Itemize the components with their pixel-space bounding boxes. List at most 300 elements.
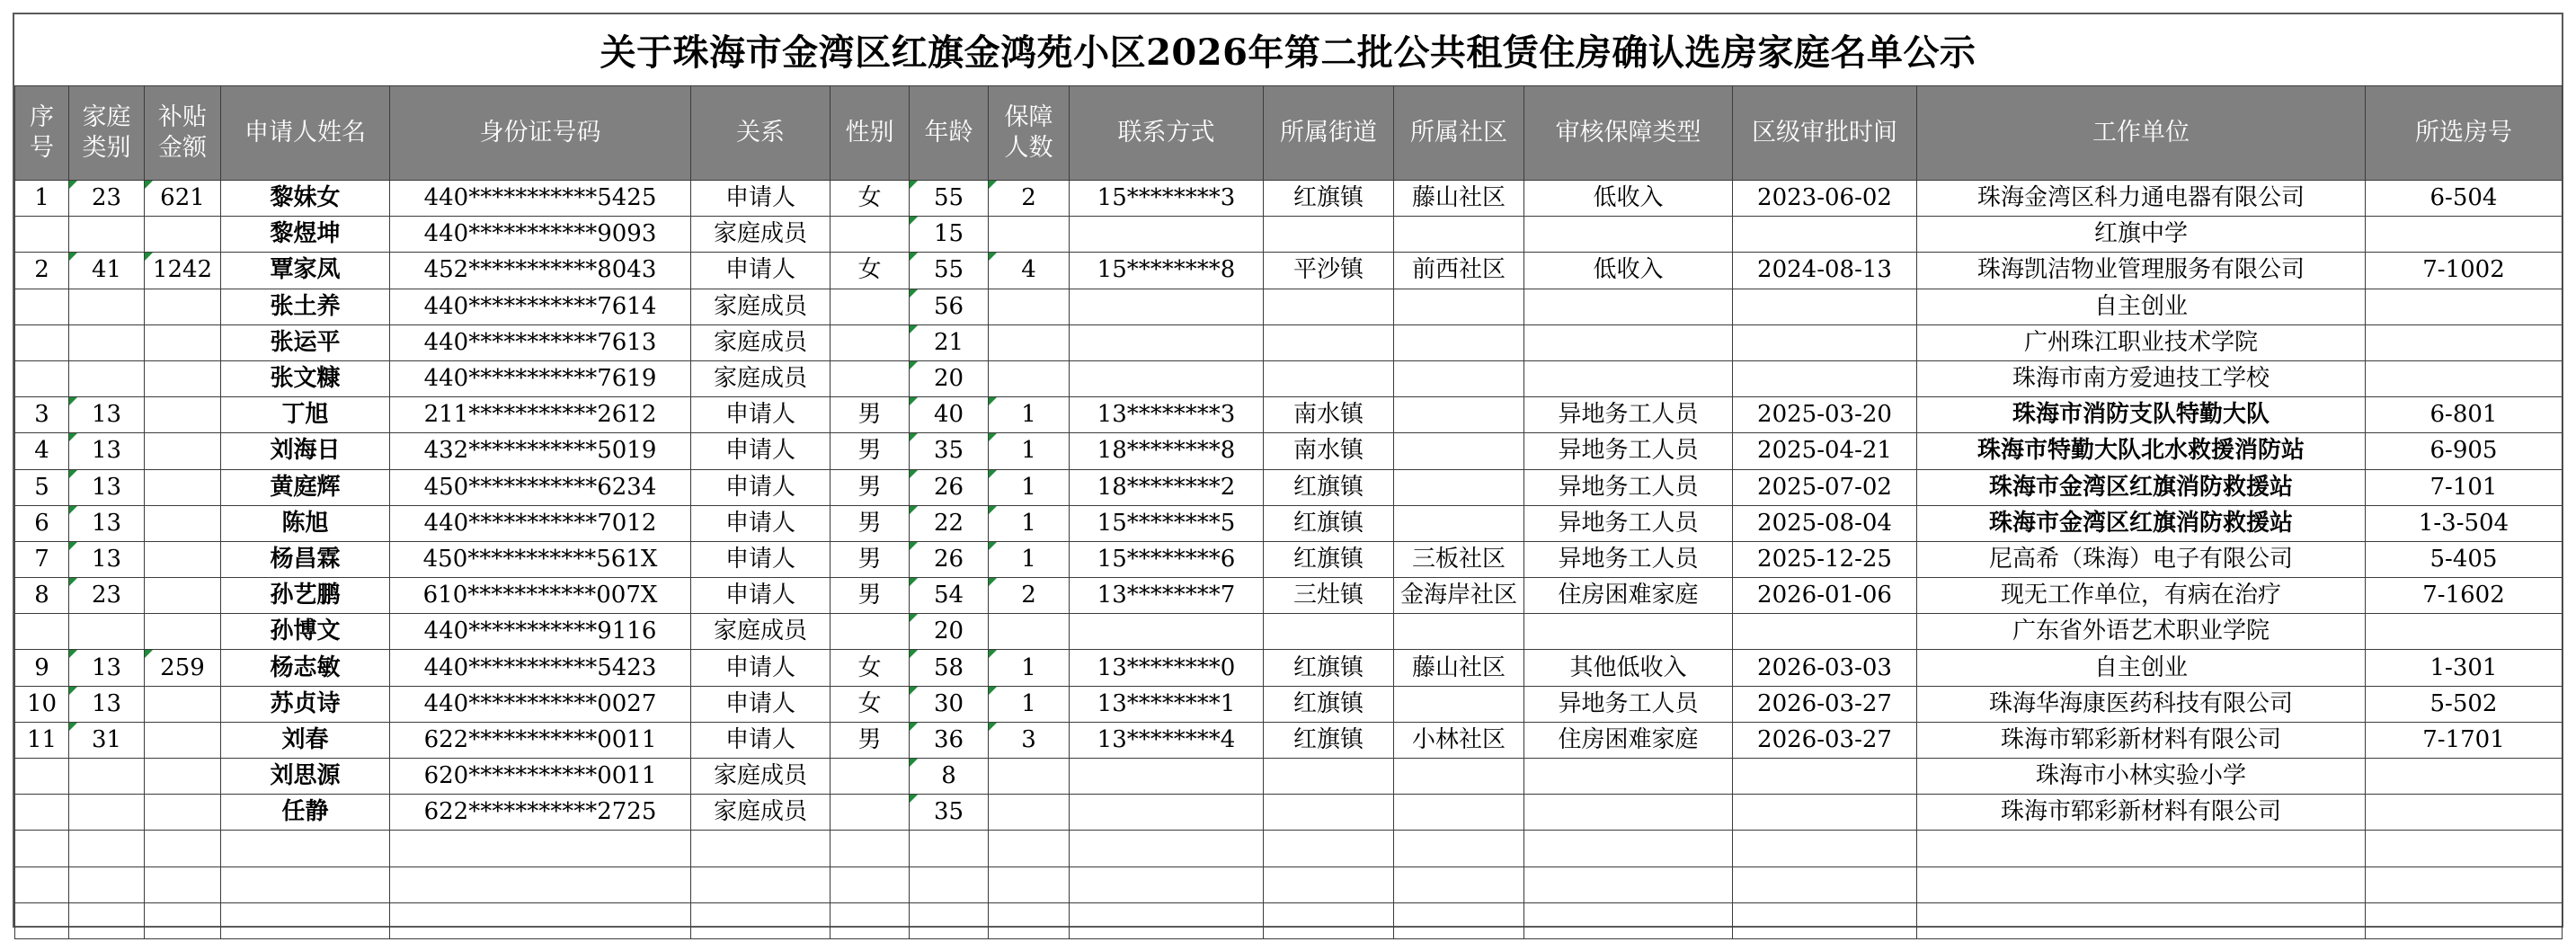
cell-community[interactable] bbox=[1394, 686, 1524, 722]
cell-room[interactable] bbox=[2366, 289, 2563, 324]
cell-type[interactable] bbox=[1524, 614, 1733, 650]
cell-relation[interactable]: 申请人 bbox=[691, 433, 831, 469]
cell-phone[interactable] bbox=[1070, 217, 1264, 253]
cell-id[interactable]: 440***********7614 bbox=[390, 289, 691, 324]
cell-room[interactable]: 6-905 bbox=[2366, 433, 2563, 469]
cell-date[interactable]: 2025-04-21 bbox=[1733, 433, 1917, 469]
cell-name[interactable]: 杨志敏 bbox=[221, 650, 390, 686]
cell-date[interactable] bbox=[1733, 360, 1917, 396]
cell-id[interactable]: 440***********0027 bbox=[390, 686, 691, 722]
cell-phone[interactable]: 13********0 bbox=[1070, 650, 1264, 686]
cell-street[interactable] bbox=[1264, 289, 1394, 324]
cell-community[interactable] bbox=[1394, 397, 1524, 433]
cell-id[interactable]: 450***********561X bbox=[390, 541, 691, 577]
cell-id[interactable]: 440***********7012 bbox=[390, 505, 691, 541]
cell-room[interactable] bbox=[2366, 759, 2563, 795]
cell-subsidy[interactable] bbox=[145, 505, 221, 541]
cell-subsidy[interactable] bbox=[145, 397, 221, 433]
cell-age[interactable]: 22 bbox=[910, 505, 989, 541]
cell-type[interactable]: 低收入 bbox=[1524, 253, 1733, 289]
cell-gender[interactable] bbox=[831, 795, 910, 831]
cell-phone[interactable] bbox=[1070, 866, 1264, 902]
cell-count[interactable]: 1 bbox=[989, 541, 1070, 577]
cell-work[interactable]: 珠海市郓彩新材料有限公司 bbox=[1917, 722, 2366, 758]
cell-category[interactable] bbox=[69, 217, 145, 253]
cell-age[interactable]: 8 bbox=[910, 759, 989, 795]
cell-subsidy[interactable] bbox=[145, 902, 221, 938]
cell-room[interactable]: 7-1602 bbox=[2366, 578, 2563, 614]
cell-count[interactable] bbox=[989, 217, 1070, 253]
cell-street[interactable]: 三灶镇 bbox=[1264, 578, 1394, 614]
cell-seq[interactable]: 7 bbox=[15, 541, 69, 577]
cell-phone[interactable] bbox=[1070, 902, 1264, 938]
cell-relation[interactable]: 申请人 bbox=[691, 686, 831, 722]
cell-count[interactable] bbox=[989, 614, 1070, 650]
cell-room[interactable]: 7-1701 bbox=[2366, 722, 2563, 758]
cell-subsidy[interactable] bbox=[145, 289, 221, 324]
cell-id[interactable]: 620***********0011 bbox=[390, 759, 691, 795]
cell-street[interactable]: 南水镇 bbox=[1264, 397, 1394, 433]
cell-id[interactable]: 440***********7619 bbox=[390, 360, 691, 396]
cell-age[interactable]: 40 bbox=[910, 397, 989, 433]
cell-subsidy[interactable] bbox=[145, 614, 221, 650]
cell-room[interactable] bbox=[2366, 360, 2563, 396]
cell-category[interactable] bbox=[69, 324, 145, 360]
cell-community[interactable] bbox=[1394, 795, 1524, 831]
cell-work[interactable]: 现无工作单位，有病在治疗 bbox=[1917, 578, 2366, 614]
cell-street[interactable] bbox=[1264, 759, 1394, 795]
cell-community[interactable]: 藤山社区 bbox=[1394, 650, 1524, 686]
cell-gender[interactable]: 女 bbox=[831, 686, 910, 722]
cell-phone[interactable] bbox=[1070, 324, 1264, 360]
cell-phone[interactable]: 15********5 bbox=[1070, 505, 1264, 541]
cell-date[interactable] bbox=[1733, 866, 1917, 902]
cell-work[interactable]: 珠海市小林实验小学 bbox=[1917, 759, 2366, 795]
cell-id[interactable]: 610***********007X bbox=[390, 578, 691, 614]
cell-relation[interactable]: 申请人 bbox=[691, 253, 831, 289]
cell-count[interactable]: 1 bbox=[989, 650, 1070, 686]
cell-name[interactable]: 刘海日 bbox=[221, 433, 390, 469]
cell-seq[interactable]: 9 bbox=[15, 650, 69, 686]
cell-gender[interactable]: 男 bbox=[831, 433, 910, 469]
cell-category[interactable]: 13 bbox=[69, 469, 145, 505]
cell-count[interactable]: 1 bbox=[989, 686, 1070, 722]
cell-id[interactable]: 440***********9093 bbox=[390, 217, 691, 253]
cell-relation[interactable]: 家庭成员 bbox=[691, 795, 831, 831]
cell-age[interactable]: 15 bbox=[910, 217, 989, 253]
cell-category[interactable] bbox=[69, 831, 145, 866]
cell-work[interactable]: 珠海市金湾区红旗消防救援站 bbox=[1917, 505, 2366, 541]
cell-subsidy[interactable]: 1242 bbox=[145, 253, 221, 289]
cell-gender[interactable] bbox=[831, 289, 910, 324]
cell-type[interactable]: 住房困难家庭 bbox=[1524, 722, 1733, 758]
cell-phone[interactable]: 13********7 bbox=[1070, 578, 1264, 614]
cell-date[interactable] bbox=[1733, 902, 1917, 938]
cell-name[interactable]: 丁旭 bbox=[221, 397, 390, 433]
cell-type[interactable] bbox=[1524, 217, 1733, 253]
cell-seq[interactable] bbox=[15, 289, 69, 324]
cell-gender[interactable]: 男 bbox=[831, 505, 910, 541]
cell-age[interactable]: 54 bbox=[910, 578, 989, 614]
cell-street[interactable] bbox=[1264, 324, 1394, 360]
cell-category[interactable]: 13 bbox=[69, 397, 145, 433]
cell-gender[interactable] bbox=[831, 217, 910, 253]
cell-subsidy[interactable]: 259 bbox=[145, 650, 221, 686]
cell-room[interactable] bbox=[2366, 795, 2563, 831]
cell-seq[interactable] bbox=[15, 217, 69, 253]
cell-street[interactable] bbox=[1264, 360, 1394, 396]
cell-type[interactable] bbox=[1524, 902, 1733, 938]
cell-work[interactable]: 珠海市金湾区红旗消防救援站 bbox=[1917, 469, 2366, 505]
cell-street[interactable]: 红旗镇 bbox=[1264, 541, 1394, 577]
cell-community[interactable] bbox=[1394, 759, 1524, 795]
cell-seq[interactable] bbox=[15, 902, 69, 938]
cell-date[interactable] bbox=[1733, 217, 1917, 253]
cell-category[interactable]: 13 bbox=[69, 650, 145, 686]
cell-phone[interactable] bbox=[1070, 360, 1264, 396]
cell-phone[interactable]: 13********4 bbox=[1070, 722, 1264, 758]
cell-age[interactable]: 30 bbox=[910, 686, 989, 722]
cell-id[interactable]: 440***********5423 bbox=[390, 650, 691, 686]
cell-street[interactable]: 红旗镇 bbox=[1264, 650, 1394, 686]
cell-gender[interactable] bbox=[831, 360, 910, 396]
cell-age[interactable]: 20 bbox=[910, 614, 989, 650]
cell-age[interactable]: 26 bbox=[910, 469, 989, 505]
cell-seq[interactable]: 4 bbox=[15, 433, 69, 469]
cell-work[interactable]: 自主创业 bbox=[1917, 289, 2366, 324]
cell-type[interactable]: 低收入 bbox=[1524, 181, 1733, 217]
cell-category[interactable] bbox=[69, 614, 145, 650]
cell-count[interactable] bbox=[989, 360, 1070, 396]
cell-date[interactable]: 2025-07-02 bbox=[1733, 469, 1917, 505]
cell-subsidy[interactable] bbox=[145, 360, 221, 396]
cell-subsidy[interactable] bbox=[145, 795, 221, 831]
cell-room[interactable]: 5-502 bbox=[2366, 686, 2563, 722]
cell-phone[interactable] bbox=[1070, 831, 1264, 866]
cell-relation[interactable]: 家庭成员 bbox=[691, 614, 831, 650]
cell-room[interactable] bbox=[2366, 866, 2563, 902]
cell-relation[interactable]: 家庭成员 bbox=[691, 217, 831, 253]
cell-count[interactable]: 2 bbox=[989, 578, 1070, 614]
cell-count[interactable]: 3 bbox=[989, 722, 1070, 758]
cell-seq[interactable]: 1 bbox=[15, 181, 69, 217]
cell-community[interactable] bbox=[1394, 866, 1524, 902]
cell-name[interactable]: 苏贞诗 bbox=[221, 686, 390, 722]
cell-id[interactable]: 622***********2725 bbox=[390, 795, 691, 831]
cell-name[interactable]: 张文糠 bbox=[221, 360, 390, 396]
cell-type[interactable] bbox=[1524, 324, 1733, 360]
cell-phone[interactable] bbox=[1070, 759, 1264, 795]
cell-age[interactable]: 35 bbox=[910, 795, 989, 831]
cell-age[interactable]: 56 bbox=[910, 289, 989, 324]
cell-date[interactable] bbox=[1733, 831, 1917, 866]
cell-date[interactable] bbox=[1733, 324, 1917, 360]
cell-category[interactable] bbox=[69, 902, 145, 938]
cell-type[interactable]: 异地务工人员 bbox=[1524, 469, 1733, 505]
cell-phone[interactable]: 13********3 bbox=[1070, 397, 1264, 433]
cell-category[interactable]: 23 bbox=[69, 181, 145, 217]
cell-subsidy[interactable] bbox=[145, 686, 221, 722]
cell-name[interactable]: 张运平 bbox=[221, 324, 390, 360]
cell-relation[interactable]: 家庭成员 bbox=[691, 759, 831, 795]
cell-date[interactable]: 2025-12-25 bbox=[1733, 541, 1917, 577]
cell-gender[interactable]: 男 bbox=[831, 397, 910, 433]
cell-room[interactable] bbox=[2366, 902, 2563, 938]
cell-room[interactable]: 1-3-504 bbox=[2366, 505, 2563, 541]
cell-phone[interactable] bbox=[1070, 614, 1264, 650]
cell-work[interactable] bbox=[1917, 902, 2366, 938]
cell-name[interactable]: 孙博文 bbox=[221, 614, 390, 650]
cell-seq[interactable]: 11 bbox=[15, 722, 69, 758]
cell-name[interactable]: 覃家凤 bbox=[221, 253, 390, 289]
cell-work[interactable]: 珠海市消防支队特勤大队 bbox=[1917, 397, 2366, 433]
cell-name[interactable]: 孙艺鹏 bbox=[221, 578, 390, 614]
cell-count[interactable] bbox=[989, 759, 1070, 795]
cell-seq[interactable] bbox=[15, 795, 69, 831]
cell-work[interactable]: 珠海市南方爱迪技工学校 bbox=[1917, 360, 2366, 396]
cell-name[interactable]: 黎煜坤 bbox=[221, 217, 390, 253]
cell-type[interactable]: 住房困难家庭 bbox=[1524, 578, 1733, 614]
cell-age[interactable]: 55 bbox=[910, 181, 989, 217]
cell-count[interactable] bbox=[989, 289, 1070, 324]
cell-name[interactable]: 任静 bbox=[221, 795, 390, 831]
cell-gender[interactable]: 男 bbox=[831, 469, 910, 505]
cell-name[interactable]: 黄庭辉 bbox=[221, 469, 390, 505]
cell-room[interactable]: 6-504 bbox=[2366, 181, 2563, 217]
cell-id[interactable]: 432***********5019 bbox=[390, 433, 691, 469]
cell-work[interactable]: 珠海金湾区科力通电器有限公司 bbox=[1917, 181, 2366, 217]
cell-type[interactable]: 异地务工人员 bbox=[1524, 541, 1733, 577]
cell-room[interactable] bbox=[2366, 217, 2563, 253]
cell-street[interactable] bbox=[1264, 866, 1394, 902]
cell-count[interactable]: 4 bbox=[989, 253, 1070, 289]
cell-street[interactable]: 红旗镇 bbox=[1264, 722, 1394, 758]
cell-community[interactable]: 前西社区 bbox=[1394, 253, 1524, 289]
cell-id[interactable]: 452***********8043 bbox=[390, 253, 691, 289]
cell-relation[interactable]: 申请人 bbox=[691, 181, 831, 217]
cell-name[interactable] bbox=[221, 902, 390, 938]
cell-community[interactable] bbox=[1394, 289, 1524, 324]
cell-gender[interactable] bbox=[831, 324, 910, 360]
cell-community[interactable] bbox=[1394, 505, 1524, 541]
cell-gender[interactable]: 男 bbox=[831, 541, 910, 577]
cell-seq[interactable]: 6 bbox=[15, 505, 69, 541]
cell-work[interactable]: 珠海市特勤大队北水救援消防站 bbox=[1917, 433, 2366, 469]
cell-type[interactable] bbox=[1524, 795, 1733, 831]
cell-category[interactable] bbox=[69, 759, 145, 795]
cell-count[interactable]: 2 bbox=[989, 181, 1070, 217]
cell-id[interactable] bbox=[390, 831, 691, 866]
cell-id[interactable]: 440***********9116 bbox=[390, 614, 691, 650]
cell-gender[interactable] bbox=[831, 831, 910, 866]
cell-work[interactable]: 红旗中学 bbox=[1917, 217, 2366, 253]
cell-seq[interactable] bbox=[15, 831, 69, 866]
cell-community[interactable] bbox=[1394, 433, 1524, 469]
cell-age[interactable]: 55 bbox=[910, 253, 989, 289]
cell-age[interactable] bbox=[910, 902, 989, 938]
cell-type[interactable] bbox=[1524, 289, 1733, 324]
cell-relation[interactable]: 申请人 bbox=[691, 650, 831, 686]
cell-date[interactable]: 2024-08-13 bbox=[1733, 253, 1917, 289]
cell-phone[interactable]: 13********1 bbox=[1070, 686, 1264, 722]
cell-type[interactable] bbox=[1524, 759, 1733, 795]
cell-work[interactable]: 珠海华海康医药科技有限公司 bbox=[1917, 686, 2366, 722]
cell-gender[interactable]: 女 bbox=[831, 650, 910, 686]
cell-relation[interactable]: 申请人 bbox=[691, 578, 831, 614]
cell-name[interactable]: 杨昌霖 bbox=[221, 541, 390, 577]
cell-category[interactable]: 13 bbox=[69, 433, 145, 469]
cell-room[interactable]: 6-801 bbox=[2366, 397, 2563, 433]
cell-work[interactable] bbox=[1917, 831, 2366, 866]
cell-community[interactable]: 金海岸社区 bbox=[1394, 578, 1524, 614]
cell-subsidy[interactable] bbox=[145, 578, 221, 614]
cell-count[interactable]: 1 bbox=[989, 505, 1070, 541]
cell-street[interactable]: 红旗镇 bbox=[1264, 686, 1394, 722]
cell-seq[interactable]: 2 bbox=[15, 253, 69, 289]
cell-type[interactable]: 其他低收入 bbox=[1524, 650, 1733, 686]
cell-community[interactable]: 小林社区 bbox=[1394, 722, 1524, 758]
cell-room[interactable] bbox=[2366, 831, 2563, 866]
cell-gender[interactable]: 男 bbox=[831, 722, 910, 758]
cell-name[interactable]: 黎妹女 bbox=[221, 181, 390, 217]
cell-date[interactable]: 2025-03-20 bbox=[1733, 397, 1917, 433]
cell-room[interactable]: 5-405 bbox=[2366, 541, 2563, 577]
cell-date[interactable]: 2026-03-27 bbox=[1733, 722, 1917, 758]
cell-name[interactable]: 张土养 bbox=[221, 289, 390, 324]
cell-subsidy[interactable] bbox=[145, 866, 221, 902]
cell-category[interactable]: 13 bbox=[69, 505, 145, 541]
cell-date[interactable] bbox=[1733, 759, 1917, 795]
cell-age[interactable]: 58 bbox=[910, 650, 989, 686]
cell-category[interactable]: 31 bbox=[69, 722, 145, 758]
cell-community[interactable] bbox=[1394, 217, 1524, 253]
cell-subsidy[interactable] bbox=[145, 541, 221, 577]
cell-community[interactable]: 藤山社区 bbox=[1394, 181, 1524, 217]
cell-type[interactable]: 异地务工人员 bbox=[1524, 686, 1733, 722]
cell-age[interactable] bbox=[910, 866, 989, 902]
cell-age[interactable]: 36 bbox=[910, 722, 989, 758]
cell-count[interactable] bbox=[989, 831, 1070, 866]
cell-room[interactable]: 7-1002 bbox=[2366, 253, 2563, 289]
cell-relation[interactable] bbox=[691, 866, 831, 902]
cell-type[interactable]: 异地务工人员 bbox=[1524, 505, 1733, 541]
cell-phone[interactable] bbox=[1070, 289, 1264, 324]
cell-category[interactable]: 41 bbox=[69, 253, 145, 289]
cell-gender[interactable] bbox=[831, 614, 910, 650]
cell-gender[interactable]: 男 bbox=[831, 578, 910, 614]
cell-subsidy[interactable] bbox=[145, 324, 221, 360]
cell-id[interactable]: 450***********6234 bbox=[390, 469, 691, 505]
cell-name[interactable] bbox=[221, 866, 390, 902]
cell-category[interactable]: 23 bbox=[69, 578, 145, 614]
cell-gender[interactable]: 女 bbox=[831, 181, 910, 217]
cell-subsidy[interactable] bbox=[145, 759, 221, 795]
cell-relation[interactable] bbox=[691, 831, 831, 866]
cell-community[interactable] bbox=[1394, 469, 1524, 505]
cell-subsidy[interactable] bbox=[145, 217, 221, 253]
cell-subsidy[interactable] bbox=[145, 433, 221, 469]
cell-gender[interactable] bbox=[831, 866, 910, 902]
cell-relation[interactable]: 家庭成员 bbox=[691, 360, 831, 396]
cell-count[interactable] bbox=[989, 795, 1070, 831]
cell-phone[interactable]: 15********8 bbox=[1070, 253, 1264, 289]
cell-work[interactable]: 广东省外语艺术职业学院 bbox=[1917, 614, 2366, 650]
cell-gender[interactable]: 女 bbox=[831, 253, 910, 289]
cell-phone[interactable]: 15********6 bbox=[1070, 541, 1264, 577]
cell-id[interactable] bbox=[390, 866, 691, 902]
cell-name[interactable]: 刘思源 bbox=[221, 759, 390, 795]
cell-date[interactable]: 2023-06-02 bbox=[1733, 181, 1917, 217]
cell-age[interactable]: 20 bbox=[910, 360, 989, 396]
cell-seq[interactable]: 10 bbox=[15, 686, 69, 722]
cell-community[interactable] bbox=[1394, 360, 1524, 396]
cell-relation[interactable]: 申请人 bbox=[691, 541, 831, 577]
cell-name[interactable] bbox=[221, 831, 390, 866]
cell-street[interactable] bbox=[1264, 902, 1394, 938]
cell-id[interactable]: 622***********0011 bbox=[390, 722, 691, 758]
cell-id[interactable]: 440***********5425 bbox=[390, 181, 691, 217]
cell-count[interactable]: 1 bbox=[989, 469, 1070, 505]
cell-work[interactable]: 珠海市郓彩新材料有限公司 bbox=[1917, 795, 2366, 831]
cell-category[interactable]: 13 bbox=[69, 686, 145, 722]
cell-category[interactable] bbox=[69, 795, 145, 831]
cell-seq[interactable]: 8 bbox=[15, 578, 69, 614]
cell-age[interactable] bbox=[910, 831, 989, 866]
cell-street[interactable] bbox=[1264, 795, 1394, 831]
cell-work[interactable] bbox=[1917, 866, 2366, 902]
cell-age[interactable]: 21 bbox=[910, 324, 989, 360]
cell-phone[interactable]: 15********3 bbox=[1070, 181, 1264, 217]
cell-relation[interactable]: 家庭成员 bbox=[691, 324, 831, 360]
cell-gender[interactable] bbox=[831, 902, 910, 938]
cell-street[interactable]: 红旗镇 bbox=[1264, 505, 1394, 541]
cell-street[interactable] bbox=[1264, 217, 1394, 253]
cell-seq[interactable] bbox=[15, 759, 69, 795]
cell-count[interactable] bbox=[989, 324, 1070, 360]
cell-date[interactable]: 2026-03-27 bbox=[1733, 686, 1917, 722]
cell-gender[interactable] bbox=[831, 759, 910, 795]
cell-date[interactable] bbox=[1733, 614, 1917, 650]
cell-phone[interactable]: 18********2 bbox=[1070, 469, 1264, 505]
cell-work[interactable]: 自主创业 bbox=[1917, 650, 2366, 686]
cell-date[interactable]: 2026-01-06 bbox=[1733, 578, 1917, 614]
cell-work[interactable]: 珠海凯洁物业管理服务有限公司 bbox=[1917, 253, 2366, 289]
cell-category[interactable]: 13 bbox=[69, 541, 145, 577]
cell-phone[interactable] bbox=[1070, 795, 1264, 831]
cell-date[interactable] bbox=[1733, 289, 1917, 324]
cell-category[interactable] bbox=[69, 866, 145, 902]
cell-date[interactable]: 2025-08-04 bbox=[1733, 505, 1917, 541]
cell-age[interactable]: 26 bbox=[910, 541, 989, 577]
cell-community[interactable]: 三板社区 bbox=[1394, 541, 1524, 577]
cell-relation[interactable] bbox=[691, 902, 831, 938]
cell-date[interactable] bbox=[1733, 795, 1917, 831]
cell-seq[interactable] bbox=[15, 614, 69, 650]
cell-community[interactable] bbox=[1394, 614, 1524, 650]
cell-relation[interactable]: 家庭成员 bbox=[691, 289, 831, 324]
cell-name[interactable]: 刘春 bbox=[221, 722, 390, 758]
cell-type[interactable] bbox=[1524, 831, 1733, 866]
cell-subsidy[interactable] bbox=[145, 469, 221, 505]
cell-count[interactable] bbox=[989, 866, 1070, 902]
cell-id[interactable]: 211***********2612 bbox=[390, 397, 691, 433]
cell-type[interactable]: 异地务工人员 bbox=[1524, 433, 1733, 469]
cell-room[interactable]: 1-301 bbox=[2366, 650, 2563, 686]
cell-street[interactable] bbox=[1264, 831, 1394, 866]
cell-count[interactable]: 1 bbox=[989, 397, 1070, 433]
cell-street[interactable]: 南水镇 bbox=[1264, 433, 1394, 469]
cell-date[interactable]: 2026-03-03 bbox=[1733, 650, 1917, 686]
